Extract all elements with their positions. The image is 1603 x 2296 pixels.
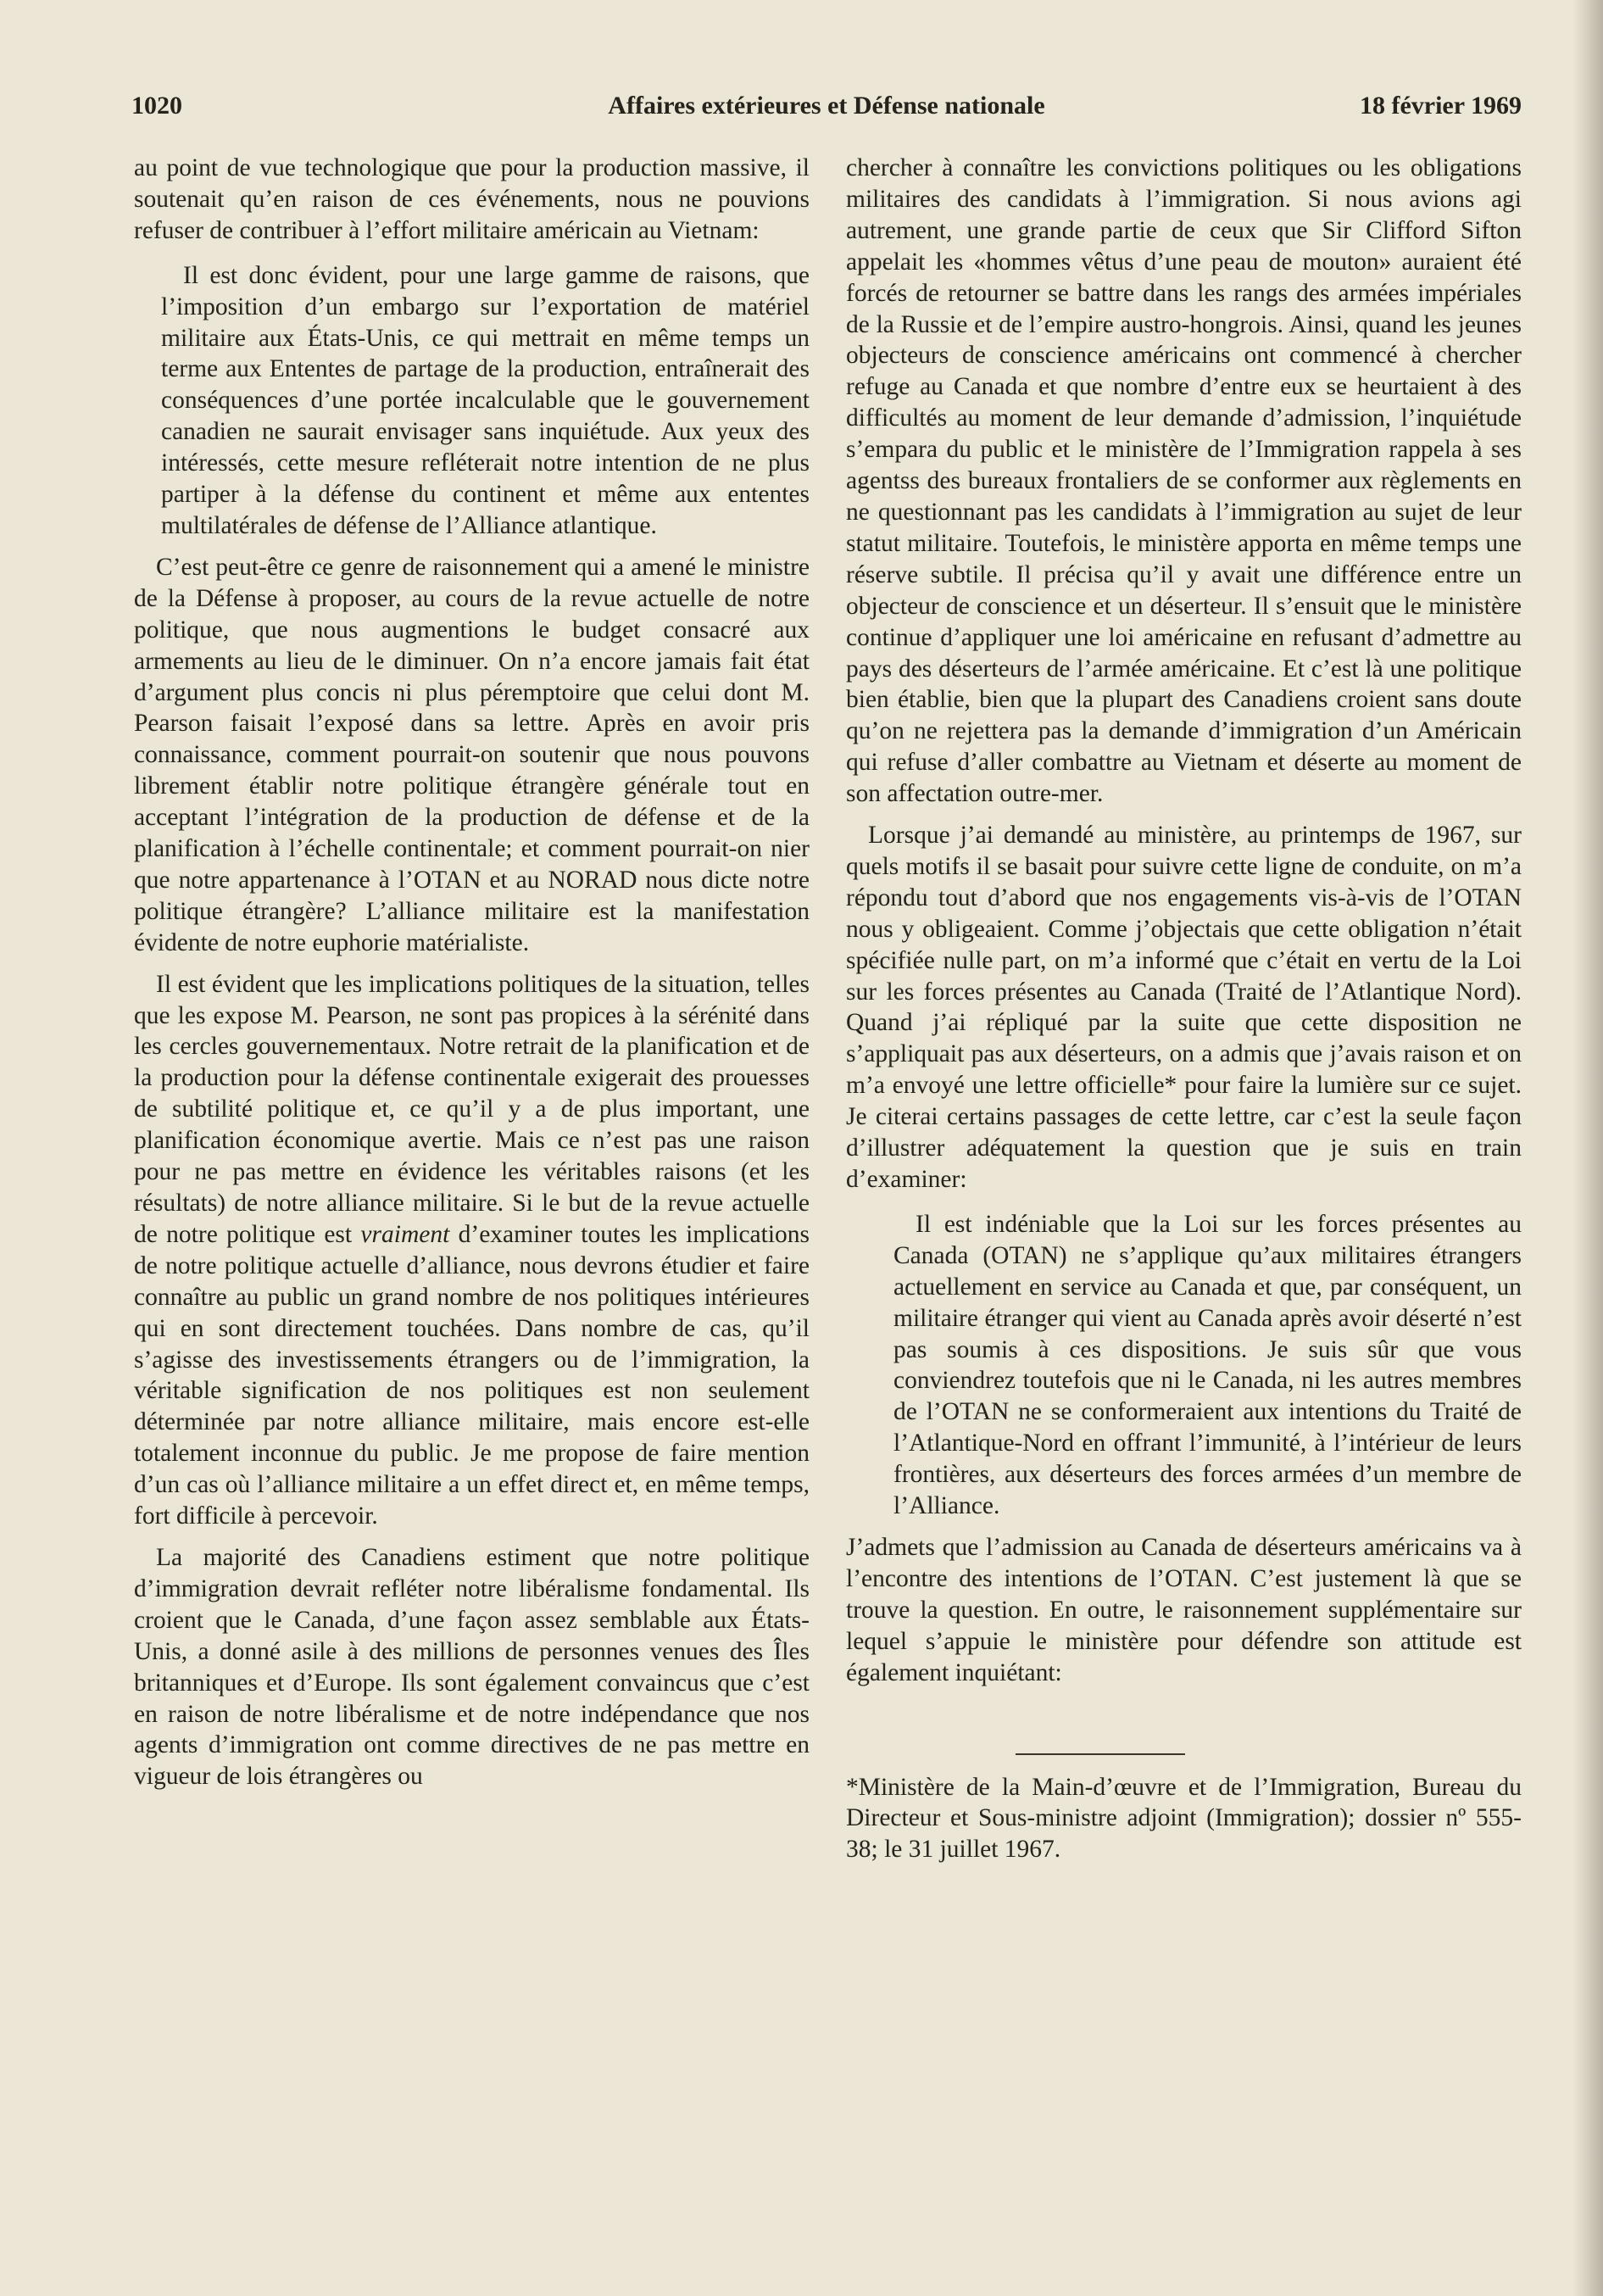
header-date: 18 février 1969 [1359, 92, 1522, 120]
footnote-divider [1016, 1753, 1185, 1755]
paragraph: J’admets que l’admission au Canada de déserteurs américains va à l’encontre des intentions de l’OTAN. C’est justement là que se trouve la question. En outre, le raisonnement supplémentaire sur lequel s’appuie le ministère pour défendre son attitude est également inquiétant: [846, 1533, 1522, 1686]
left-column [134, 153, 810, 1792]
emphasis-text: vraiment [360, 1220, 450, 1248]
running-title: Affaires extérieures et Défense nationale [608, 92, 1045, 120]
paragraph: La majorité des Canadiens estiment que notre politique d’immigration devrait refléter notre libéralisme fondamental. Ils croient que le Canada, d’une façon assez semblable aux États-Unis, a donné asile à des millions de personnes venues des Îles britanniques et d’Europe. Ils sont également convaincus que c’est en raison de notre libéralisme et de notre indépendance que nos agents d’immigration ont comme directives de ne pas mettre en vigueur de lois étrangères ou [134, 1543, 810, 1791]
paragraph: C’est peut-être ce genre de raisonnement qui a amené le ministre de la Défense à proposer, au cours de la revue actuelle de notre politique, que nous augmentions le budget consacré aux armements au lieu de le diminuer. On n’a encore jamais fait état d’argument plus concis ni plus péremptoire que celui dont M. Pearson faisait l’exposé dans sa lettre. Après en avoir pris connaissance, comment pourrait-on soutenir que nous pouvons librement établir notre politique étrangère générale tout en acceptant l’intégration de la production de défense et de la planification à l’échelle continentale; et comment pourrait-on nier que notre appartenance à l’OTAN et au NORAD nous dicte notre politique étrangère? L’alliance militaire est la manifestation évidente de notre euphorie matérialiste. [134, 553, 810, 956]
block-quote: Il est indéniable que la Loi sur les forces présentes au Canada (OTAN) ne s’applique qu’aux militaires étrangers actuellement en service au Canada et que, par conséquent, un militaire étranger qui vient au Canada après avoir déserté n’est pas soumis à ces dispositions. Je suis sûr que vous conviendrez toutefois que ni le Canada, ni les autres membres de l’OTAN ne se conformeraient aux intentions du Traité de l’Atlantique-Nord en offrant l’immunité, à l’intérieur de leurs frontières, aux déserteurs des forces armées d’un membre de l’Alliance. [893, 1210, 1522, 1520]
page-edge-shadow [1572, 0, 1603, 2296]
block-quote: Il est donc évident, pour une large gamme de raisons, que l’imposition d’un embargo sur l’exportation de matériel militaire aux États-Unis, ce qui mettrait en même temps un terme aux Ententes de partage de la production, entraînerait des conséquences d’une portée incalculable que le gouvernement canadien ne saurait envisager sans inquiétude. Aux yeux des intéressés, cette mesure refléterait notre intention de ne plus partiper à la défense du continent et même aux ententes multilatérales de défense de l’Alliance atlantique. [161, 261, 810, 539]
paragraph: au point de vue technologique que pour la production massive, il soutenait qu’en raison de ces événements, nous ne pouvions refuser de contribuer à l’effort militaire américain au Vietnam: [134, 154, 810, 244]
paragraph: chercher à connaître les convictions politiques ou les obligations militaires des candidats à l’immigration. Si nous avions agi autrement, une grande partie de ceux que Sir Clifford Sifton appelait les «hommes vêtus d’une peau de mouton» auraient été forcés de retourner se battre dans les rangs des armées impériales de la Russie et de l’empire austro-hongrois. Ainsi, quand les jeunes objecteurs de conscience américains ont commencé à chercher refuge au Canada et que nombre d’entre eux se heurtaient à des difficultés au moment de leur demande d’admission, l’inquiétude s’empara du public et le ministère de l’Immigration rappela à ses agentss des bureaux frontaliers de se conformer aux règlements en ne questionnant pas les candidats à l’immigration au sujet de leur statut militaire. Toutefois, le ministère apporta en même temps une réserve subtile. Il précisa qu’il y avait une différence entre un objecteur de conscience et un déserteur. Il s’ensuit que le ministère continue d’appliquer une loi américaine en refusant d’admettre au pays des déserteurs de l’armée américaine. Et c’est là une politique bien établie, bien que la plupart des Canadiens croient sans doute qu’on ne rejettera pas la demande d’immigration d’un Américain qui refuse d’aller combattre au Vietnam et déserte au moment de son affectation outre-mer. [846, 154, 1522, 808]
page-number: 1020 [131, 92, 182, 120]
right-column [846, 153, 1522, 1865]
paragraph: Lorsque j’ai demandé au ministère, au printemps de 1967, sur quels motifs il se basait pour suivre cette ligne de conduite, on m’a répondu tout d’abord que nos engagements vis-à-vis de l’OTAN nous y obligeaient. Comme j’objectais que cette obligation n’était spécifiée nulle part, on m’a informé que c’était en vertu de la Loi sur les forces présentes au Canada (Traité de l’Atlantique Nord). Quand j’ai répliqué par la suite que cette disposition ne s’appliquait pas aux déserteurs, on a admis que j’avais raison et on m’a envoyé une lettre officielle* pour faire la lumière sur ce sujet. Je citerai certains passages de cette lettre, car c’est la seule façon d’illustrer adéquatement la question que je suis en train d’examiner: [846, 822, 1522, 1193]
paragraph-text: d’examiner toutes les implications de notre politique actuelle d’alliance, nous devrons étudier et faire connaître au public un grand nombre de nos politiques intérieures qui en sont directement touchées. Dans nombre de cas, qu’il s’agisse des investissements étrangers ou de l’immigration, la véritable signification de nos politiques est non seulement déterminée par notre alliance militaire, mais encore est-elle totalement inconnue du public. Je me propose de faire mention d’un cas où l’alliance militaire a un effet direct et, en même temps, fort difficile à percevoir. [134, 1220, 810, 1530]
paragraph-text: Il est évident que les implications politiques de la situation, telles que les expose M. Pearson, ne sont pas propices à la sérénité dans les cercles gouvernementaux. Notre retrait de la planification et de la production pour la défense continentale exigerait des prouesses de subtilité politique et, ce qu’il y a de plus important, une planification économique avertie. Mais ce n’est pas une raison pour ne pas mettre en évidence les véritables raisons (et les résultats) de notre alliance militaire. Si le but de la revue actuelle de notre politique est [134, 970, 810, 1248]
paragraph [134, 969, 810, 1532]
footnote: *Ministère de la Main-d’œuvre et de l’Immigration, Bureau du Directeur et Sous-ministre adjoint (Immigration); dossier nº 555-38; le 31 juillet 1967. [846, 1773, 1522, 1864]
page-header [131, 92, 1522, 134]
